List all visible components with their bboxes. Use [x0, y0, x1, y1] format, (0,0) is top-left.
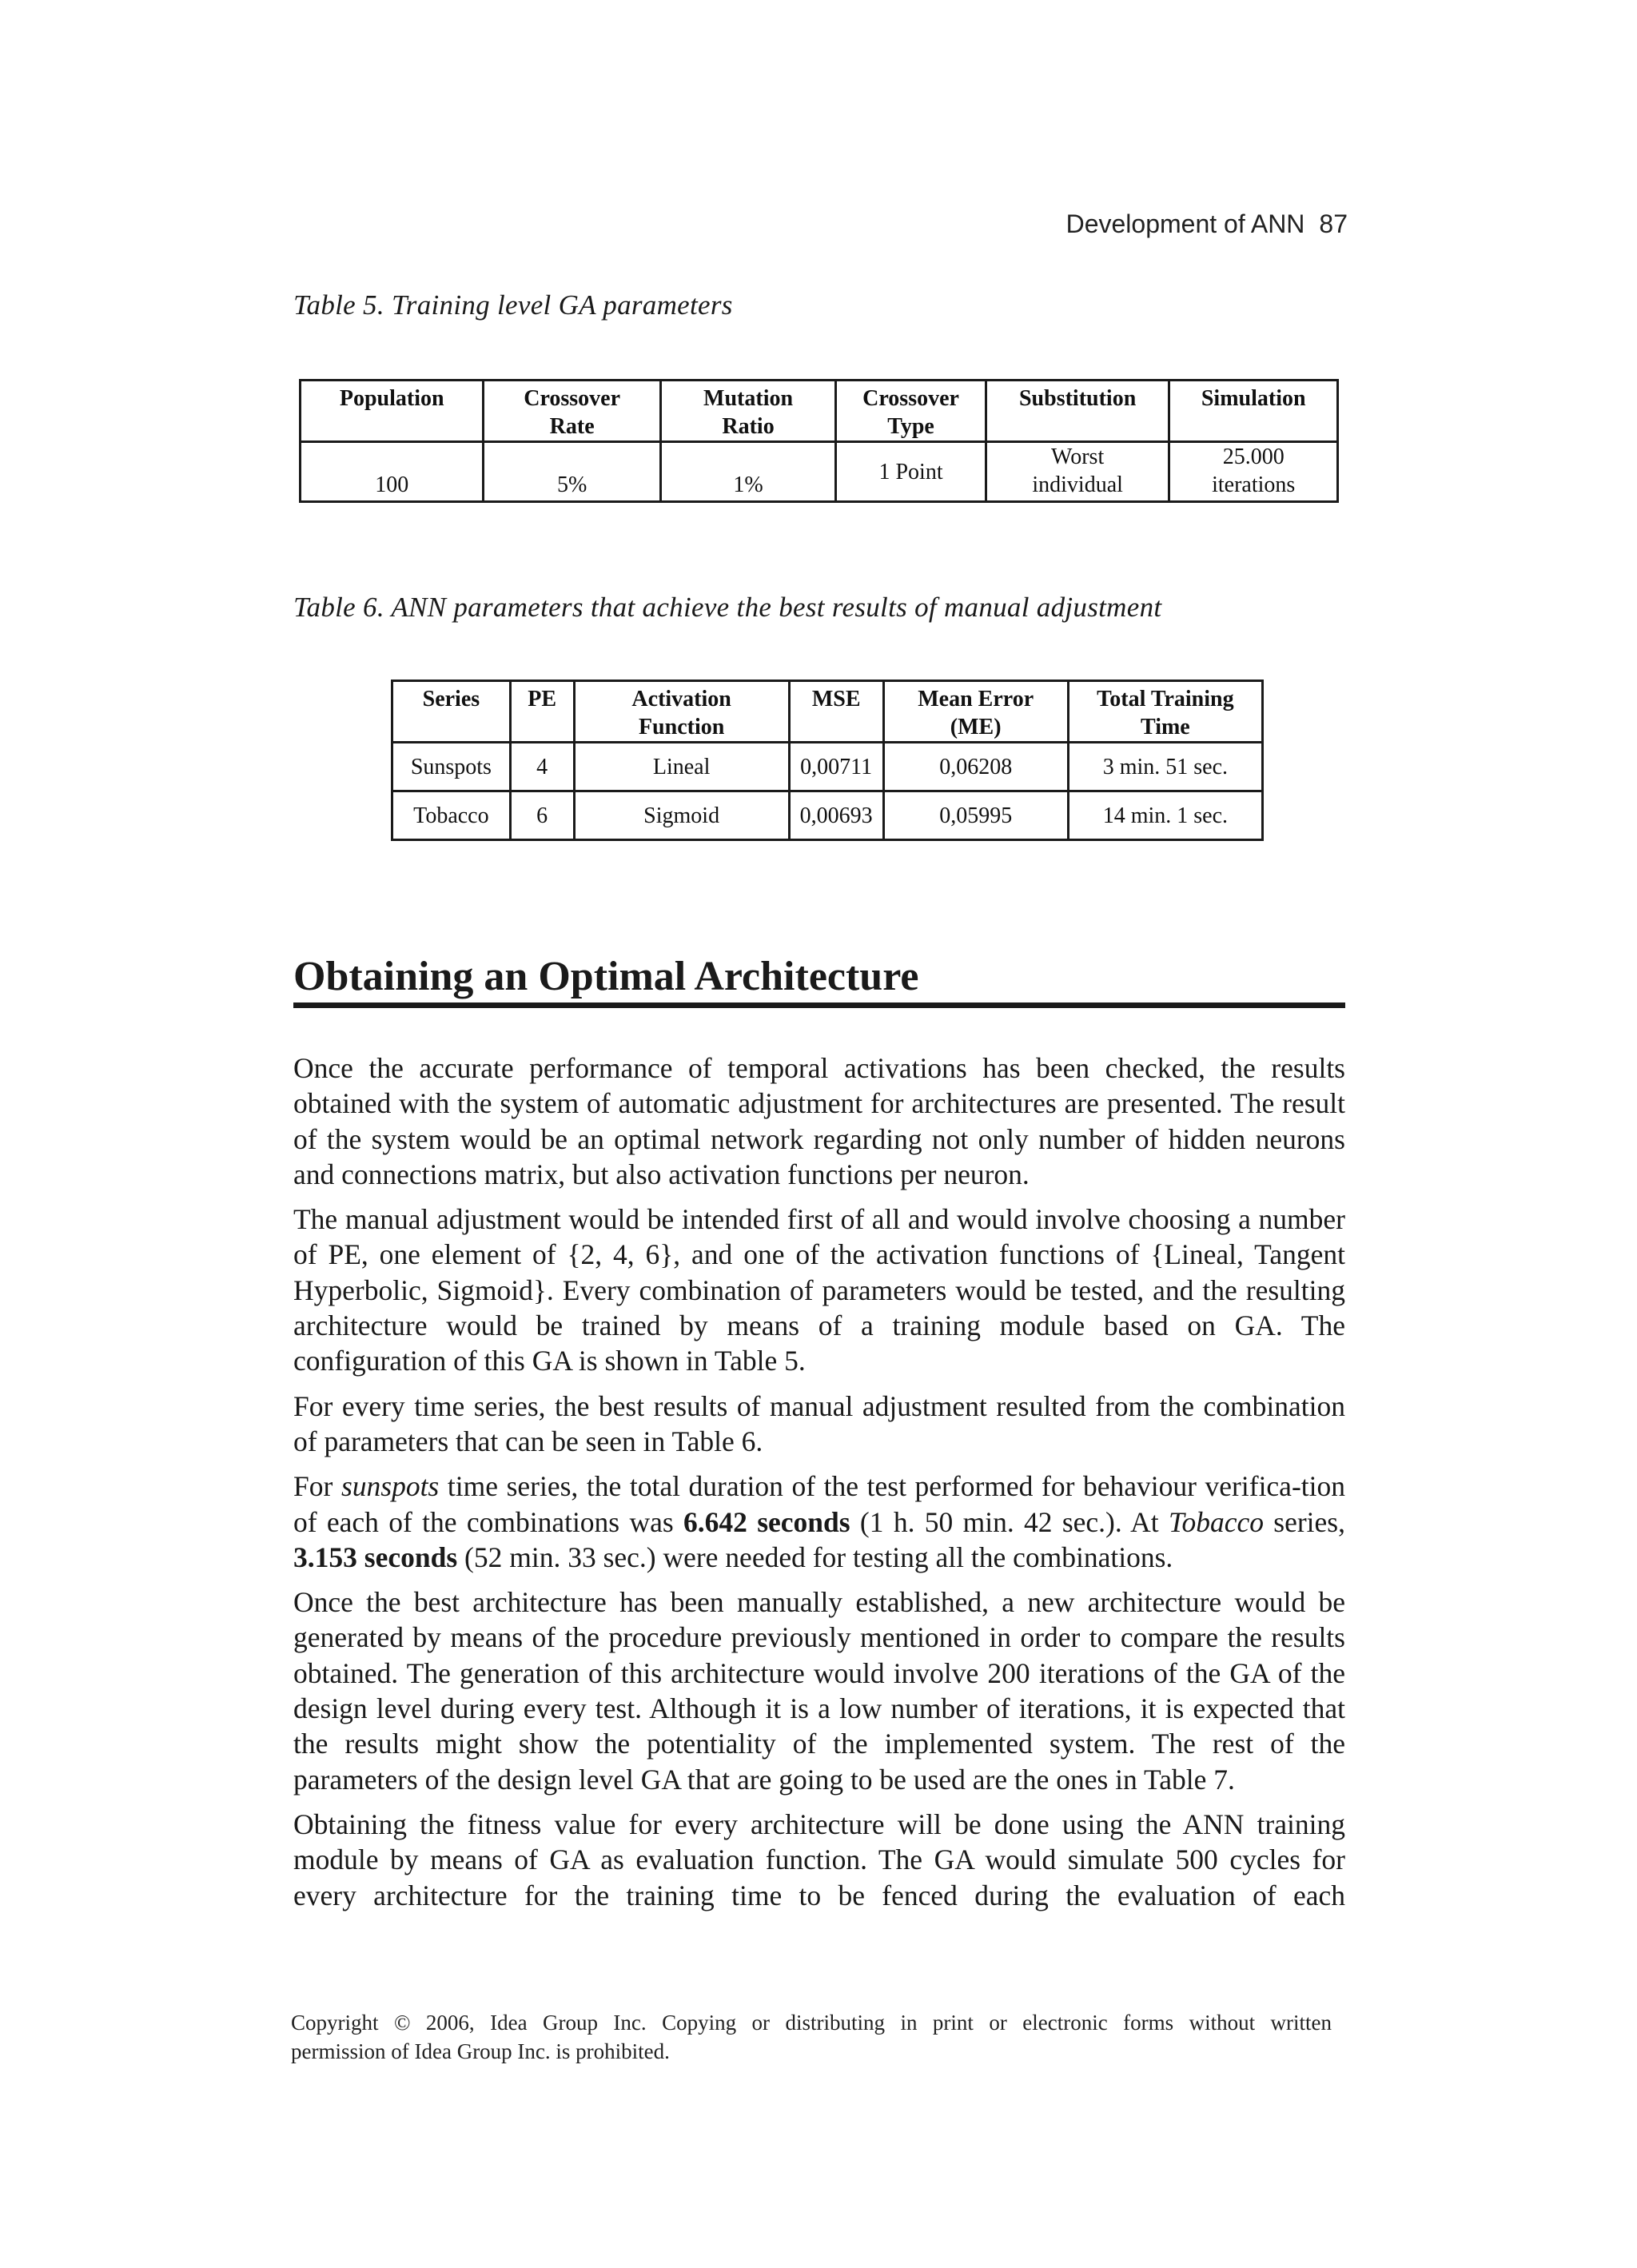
- table6-cell: 0,06208: [883, 743, 1068, 791]
- paragraph: The manual adjustment would be intended first of all and would involve choosing a number of PE, one element of {2, 4, 6}, and one of the activation functions of {Lineal, Tangent Hyperbolic, Sigmoid}. Every combination of parameters would be tested, and the resulting architecture would be trained by means of a training module based on GA. The configuration of this GA is shown in Table 5.: [293, 1203, 1345, 1377]
- table6-cell: 0,00711: [789, 743, 883, 791]
- table5-header-cell: Simulation: [1169, 381, 1338, 442]
- section-title: Obtaining an Optimal Architecture: [293, 954, 919, 999]
- section-rule: [293, 1002, 1345, 1008]
- table6-caption: Table 6. ANN parameters that achieve the best results of manual adjustment: [293, 592, 1162, 623]
- table6-cell: 14 min. 1 sec.: [1068, 791, 1262, 840]
- table5-cell: Worst individual: [986, 442, 1169, 502]
- table5-cell: 1%: [660, 442, 835, 502]
- table6-row: [392, 743, 1263, 791]
- table6-cell: 0,00693: [789, 791, 883, 840]
- table6-cell: 4: [510, 743, 574, 791]
- table6-cell: Sunspots: [392, 743, 511, 791]
- table5-header-cell: Crossover Type: [836, 381, 986, 442]
- table6-header-row: [392, 681, 1263, 743]
- running-head: [1066, 209, 1348, 239]
- paragraph: Once the accurate performance of temporal activations has been checked, the results obtained with the system of automatic adjustment for architectures are presented. The result of the system would be an optimal network regarding not only number of hidden neurons and connections matrix, but also activation functions per neuron.: [293, 1052, 1345, 1190]
- copyright-footer: [291, 2008, 1332, 2066]
- paragraph: For every time series, the best results of manual adjustment resulted from the combination of parameters that can be seen in Table 6.: [293, 1389, 1345, 1457]
- table5-row: [301, 442, 1338, 502]
- table5-caption: Table 5. Training level GA parameters: [293, 289, 733, 321]
- table6-cell: 0,05995: [883, 791, 1068, 840]
- table5-header-cell: Mutation Ratio: [660, 381, 835, 442]
- table5-cell: 5%: [484, 442, 660, 502]
- table6-header-cell: Mean Error (ME): [883, 681, 1068, 743]
- copyright-line: Copyright © 2006, Idea Group Inc. Copying or distributing in print or electronic forms without written: [291, 2011, 1332, 2035]
- table6-cell: 3 min. 51 sec.: [1068, 743, 1262, 791]
- table5-header-cell: Crossover Rate: [484, 381, 660, 442]
- table6-cell: Sigmoid: [574, 791, 789, 840]
- table6-cell: Tobacco: [392, 791, 511, 840]
- table6-cell: 6: [510, 791, 574, 840]
- table6: [391, 680, 1264, 841]
- table5-header-cell: Population: [301, 381, 484, 442]
- paragraph: For sunspots time series, the total duration of the test performed for behaviour verifica-tion of each of the combinations was 6.642 seconds (1 h. 50 min. 42 sec.). At Tobacco series, 3.153 seconds (52 min. 33 sec.) were needed for testing all the combinations.: [293, 1470, 1345, 1573]
- table5-header-row: [301, 381, 1338, 442]
- copyright-line: permission of Idea Group Inc. is prohibited.: [291, 2039, 670, 2063]
- table6-header-cell: Total Training Time: [1068, 681, 1262, 743]
- table6-row: [392, 791, 1263, 840]
- table6-cell: Lineal: [574, 743, 789, 791]
- paragraph: Obtaining the fitness value for every architecture will be done using the ANN training module by means of GA as evaluation function. The GA would simulate 500 cycles for every architecture for the training time to be fenced during the evaluation of each: [293, 1808, 1345, 1911]
- running-title: Development of ANN: [1065, 209, 1305, 238]
- table6-header-cell: Series: [392, 681, 511, 743]
- table5-cell: 25.000 iterations: [1169, 442, 1338, 502]
- table6-header-cell: PE: [510, 681, 574, 743]
- table6-header-cell: MSE: [789, 681, 883, 743]
- paragraph: Once the best architecture has been manually established, a new architecture would be generated by means of the procedure previously mentioned in order to compare the results obtained. The generation of this architecture would involve 200 iterations of the GA of the design level during every test. Although it is a low number of iterations, it is expected that the results might show the potentiality of the implemented system. The rest of the parameters of the design level GA that are going to be used are the ones in Table 7.: [293, 1586, 1345, 1796]
- body-text: [293, 1050, 1345, 1923]
- page-number: 87: [1319, 209, 1348, 238]
- table5-cell: 1 Point: [836, 442, 986, 502]
- table5-header-cell: Substitution: [986, 381, 1169, 442]
- table5-cell: 100: [301, 442, 484, 502]
- table5: [299, 379, 1339, 503]
- table6-header-cell: Activation Function: [574, 681, 789, 743]
